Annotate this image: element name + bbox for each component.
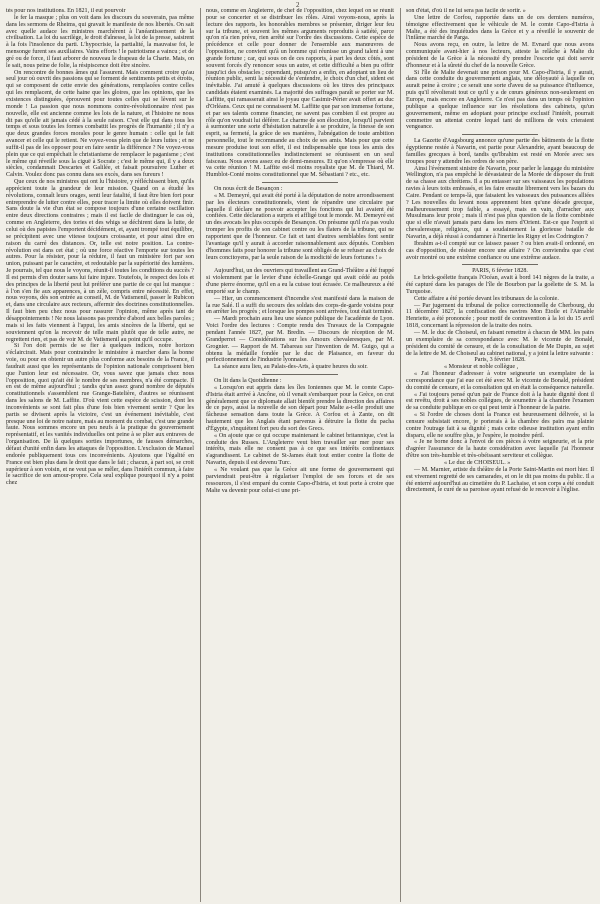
paragraph: — M. le duc de Choiseul, en faisant remettre à chacun de MM. les pairs un exemplaire de sa correspondance avec M. le vicomte de Bonald, président du comité de censure, et de la consultation de Me Dupin, au sujet de la lettre de M. de Choiseul au cabinet national, y a joint la lettre suivante : bbox=[406, 329, 594, 357]
paragraph: Ibrahim a-t-il compté sur ce laissez passer ? ou bien avait-il ordonné, en cas d'opposition, de résister encore une affaire ? On conviendra que c'est avoir montré ou une extrême confiance ou une extrême audace. bbox=[406, 240, 594, 261]
paragraph: « Ne voulant pas que la Grèce ait une forme de gouvernement qui parviendrait peut-être à régulariser l'emploi de ses forces et de ses ressources, il s'est emparé du comte Capo-d'Istria, et tout porte à croire que Malte va devenir pour celui-ci une pri- bbox=[206, 467, 394, 494]
letter-signature: « Le duc de CHOISEUL. » bbox=[444, 460, 511, 466]
column-3 bbox=[400, 8, 594, 902]
column-1 bbox=[6, 8, 194, 902]
paragraph: Si l'on doit permis de se fier à quelques indices, notre horizon s'éclaircirait. Mais pour contraindre le ministère à marcher dans la bonne voie, ou pour en obtenir un autre plus conforme aux besoins de la France, il faudrait aussi que les représentants de l'opinion nationale comprissent bien que l'union leur est nécessaire. Or, vous savez que jamais chez nous l'opposition, quoi qu'ait été le nombre de ses membres, n'a été compacte. Il en est de même aujourd'hui ; tandis qu'un assez grand nombre de députés constitutionnels s'assemblent rue Grange-Batelière, d'autres se réunissent dans les salons de M. Laffite. D'où vient cette espèce de scission, dont les inconvénients se sont fait plus d'une fois bien vivement sentir ? Que les partis se divisent après la victoire, c'est un événement inévitable, c'est presque une loi de notre nature, mais au moment du combat, c'est une grande faute. Nous sommes encore un peu neufs à la pratique du gouvernement représentatif, et les vanités individuelles ont peine à se plier aux entraves de l'organisation. De là quelques sorties importunes, de fausses démarches, défaut d'unité enfin dans les attaques de l'opposition. L'exclusion de Manuel endorée publiquement tous ces inconvénients. Ajoutons que l'égalité en France est bien plus dans le droit que dans le fait ; chacun, à part soi, se croit supérieur à son voisin, et ne veut pas se mêler, dans l'intérêt commun, à faire le sacrifice de son amour-propre. Cela seul explique pourquoi il n'y a point chez bbox=[6, 343, 194, 487]
paragraph: On nous écrit de Besançon : bbox=[214, 186, 283, 193]
paragraph: Cette affaire a été portée devant les tribunaux de la colonie. bbox=[414, 295, 559, 302]
paragraph: « M. Demeyré, qui avait été porté à la députation de notre arrondissement par les électeurs constitutionnels, vient de répandre une circulaire par laquelle il déclare ne pouvoir accepter les fonctions qui lui avaient été confiées. Cette déclaration a surpris et affligé tout le monde. M. Demeyré est un des avocats les plus occupés de Besançon. On présume qu'il n'a pas voulu tromper les profits de son cabinet contre ou les flaters de la tribune, qui ne rapportent que de l'honneur. Ce fait et tant d'autres semblables font sentir l'avantage qu'il y aurait à accorder raisonnablement aux députés. Combien d'hommes faits pour honorer la tribune sont obligés de se refuser au choix de leurs concitoyens, par la seule raison de la modicité de leurs fortunes ! » bbox=[206, 192, 394, 261]
paragraph: « On ajoute que ce qui occupe maintenant le cabinet britannique, c'est la conduite des Russes. L'Angleterre veut bien travailler sur mer pour ses intérêts, mais elle ne consent pas à ce que ses intérêts continentaux s'agrandissent. Le cabinet de St-James était tout entier contre la flotte de Navarin, depuis il est devenu Turc. bbox=[206, 432, 394, 467]
paragraph: — Hier, un commencement d'incendie s'est manifesté dans la maison de la rue Salé. Il a suffi du secours des soldats des corps-de-garde voisins pour en arrêter les progrès ; et lorsque les pompes sont arrivées, tout était terminé. bbox=[206, 295, 394, 316]
paragraph: le fer la masque ; plus on voit dans les discours du souverain, pas même dans les sermons de Rheims, qui gravait le manifeste de nos libertés. On sait avec quelle audace les ministres marchèrent à l'anéantissement de la civilisation. La loi du sacrilège, le droit d'aînesse, la loi de la presse, saisirent à la fois l'insolence du parti. L'hypocrisie, la partialité, la mauvaise foi, le mensonge furent ses auxiliaires. Vains efforts ! le patriotisme a vaincu ; et de gré ou de force, il faut arborer de nouveau le drapeau de la Charte. Mais, on le sait, nous peine de folie, la résipiscence doit être sincère. bbox=[6, 14, 194, 69]
page-number: 2 bbox=[296, 1, 300, 9]
paragraph: nous, comme en Angleterre, de chef de l'opposition, chez lequel on se réunit pour se concerter et se distribuer les rôles. Ainsi voyons-nous, après la lecture des rapports, les honorables membres se présenter, diriger leur feu sur la tribune, et souvent les mêmes arguments reproduits à satiété, parce qu'on n'a rien prévu, rien arrêté sur l'ordre des discussions. Cette espèce de précédence et celle pour donner de l'ensemble aux manœuvres de l'opposition, ne convient qu'à un homme qui réunisse un grand talent à une grande fortune ; car, qui sous on de ces rapports, à part les deux côtés, sont souvent forcés d'y renoncer sous un autre, et cette difficulté a bien pu offrir jusqu'ici des obstacles ; cependant, puisqu'on a enfin, en adoptant un lieu de réunion public, senti la nécessité de s'entendre, le choix d'un chef, sident est inévitable. J'ai amuté à quelques discussions où les titres des principaux candidats étaient examinés. La majorité des suffrages paraît se porter sur M. Laffitte, qui ramasserait ainsi le joyau que Casimir-Périer avait offert au duc d'Orléans. Ceux qui ne connaissent M. Laffitte que par son immense fortune, et par ses talents comme financier, ne savent pas combien il est propre au rôle qu'on voudrait lui déférer. Le charme de son élocution, lorsqu'il parvient à surmonter une sorte d'hésitation naturelle à se produire, la finesse de son esprit, sa fermeté, la grâce de ses manières, l'abnégation de toute ambition personnelle, tout le recommande au choix de ses amis. Mais pour que cette mesure produise tout son effet, il est indispensable que tous les amis des institutions constitutionnelles indistinctement se réunissent en un seul faisceau. Nous avons assez eu de demi-mesures. Et qu'on s'empresse où elle va cette réunion ! M. Laffite est-il moins royaliste que M. de Thiard, M. Humblot-Conté moins constitutionnel que M. Sébastiani ? etc., etc. bbox=[206, 8, 394, 179]
paragraph: On rencontre de bonnes âmes qui l'assurent. Mais comment croire qu'au seul jour où ouvrit des passions qui se forment de sentiments petits et étroits, qui se composent de cette envie des générations, remplacées contre celles qui les remplacent, de cette haine que les gloires, que les opinions, que les existences distinguées, éprouvent pour toutes celles qui se lèvent sur le monde ! La passion que nous nommons contre-révolutionnaire n'est pas nouvelle, elle est ancienne comme les lois de la nature, et l'histoire ne nous dit pas qu'elle ait jamais cédé à la seule raison. C'est elle qui dans tous les temps et sous toutes les formes combattit les progrès de l'humanité ; il n'y a que deux grandes forces morales pour le genre humain : celle qui le fait avancer et celle qui le retient. Ne voyez-vous plein que de leurs luttes ; et ne suffit-il pas de les opposer pour en faire sentir la différence ? Ne voyez-vous plein que ce qui empêchait le christianisme de remplacer le paganisme ; c'est le même qui réveille sous la ciguë à Socrate ; c'est le même qui, il y a deux siècles, condamnait Descartes et Galilée, et faisait poursuivre Luther et Calvin. Voulez donc pas connu dans ses excès, dans ses fureurs ! bbox=[6, 69, 194, 179]
section-divider bbox=[262, 182, 337, 183]
section-divider bbox=[262, 374, 337, 375]
section-divider bbox=[462, 134, 537, 135]
paragraph: Aujourd'hui, un des ouvriers qui travaillent au Grand-Théâtre a été frappé si violemment par le levier d'une échelle-Grange qui avait cédé au poids d'une pierre énorme, qu'il en a eu la cuisse tout écrasée. Ce malheureux a été emporté sur le champ. bbox=[206, 268, 394, 295]
letter-dateline: Paris, 3 février 1828. bbox=[474, 357, 526, 364]
column-2 bbox=[200, 8, 394, 902]
paragraph: — Mardi prochain aura lieu une séance publique de l'académie de Lyon. Voici l'ordre des lectures : Compte rendu des Travaux de la Compagnie pendant l'année 1827, par M. Bredin. — Discours de réception de M. Grandperret — Considérations sur les Amours chevaleresques, par M. Grognier. — Rapport de M. Tabareau sur l'invention de M. Guigo, qui a obtenu la médaille fondée par le duc de Plaisance, en faveur du perfectionnement de l'industrie lyonnaise. bbox=[206, 316, 394, 364]
paragraph: « Je ne borne donc à l'envoi de ces pièces à votre seigneurie, et la prie d'agréer l'assurance de la haute considération avec laquelle j'ai l'honneur d'être son très-humble et très-obéissant serviteur et collègue. bbox=[406, 439, 594, 460]
letter-salutation: « Monsieur et noble collègue , bbox=[444, 364, 519, 371]
paragraph: Nous avons reçu, en outre, la lettre de M. Evnard que nous avons communiquée avant-hier à nos lecteurs, atteste la relâche à Malte du président de la Grèce à la nécessité d'y prendre l'escorte qui doit servir d'honneur et à la sûreté du chef de la nouvelle Grèce. bbox=[406, 42, 594, 69]
paragraph: — Par jugement du tribunal de police correctionnelle de Cherbourg, du 11 décembre 1827, la confiscation des navires Mon Étoile et l'Aimable Henriette, a été prononcée ; pour motif de contravention à la loi du 15 avril 1818, concernant la répression de la traite des noirs. bbox=[406, 302, 594, 330]
section-divider bbox=[462, 264, 537, 265]
paragraph: La séance aura lieu, au Palais-des-Arts, à quatre heures du soir. bbox=[214, 364, 368, 371]
paragraph: « J'ai toujours pensé qu'un pair de France doit à la haute dignité dont il est revêtu, droit à ses nobles collègues, de soumettre à la chambre l'examen de sa conduite publique en ce qui peut tenir à l'honneur de la pairie. bbox=[406, 391, 594, 412]
article-columns bbox=[6, 8, 594, 902]
paragraph: La Gazette d'Augsbourg annonce qu'une partie des bâtiments de la flotte égyptienne restée à Navarin, est partie pour Alexandrie, ayant beaucoup de familles grecques à bord, tandis qu'Ibrahim est resté en Morée avec ses troupes pour y attendre les ordres de son père. bbox=[406, 138, 594, 165]
paragraph: Une lettre de Corfou, rapportée dans un de ces derniers numéros, témoigne effectivement que le véhicule de M. le comte Capo-d'Istria à Malte, a été des inquiétudes dans la Grèce et y a réveillé le souvenir de l'infâme marché de Parga. bbox=[406, 14, 594, 42]
paragraph: — M. Marnier, artiste du théâtre de la Porte Saint-Martin est mort hier. Il est vivement regretté de ses camarades, et on le dit pas moins du public. Il a été enterré aujourd'hui au cimetière du P. Lachaise, et son corps a été conduit directement, le curé de sa paroisse ayant refusé de le recevoir à l'église. bbox=[406, 466, 594, 494]
paragraph: son d'état, d'où il ne lui sera pas facile de sortir. » bbox=[406, 8, 526, 14]
paragraph: Ainsi l'événement sinistre de Navarin, pour parler le langage du ministère Wellington, n'a pas empêché le dévastateur de la Morée de disposer du fruit de sa chasse aux chrétiens. Il a pu entasser sur ses vaisseaux les populations ravies à leurs toits embrasés, et les faire ensuite librement vers les bazars du Caire. Pendant ce temps-là, que faisaient les vaisseaux des puissances alliées ? Les nouvelles du levant nous apprennent bien qu'une décade grecque, malheureusement trop faible, a essayé, mais en vain, d'arracher aux Musulmans leur proie ; mais il n'est pas plus question de la flotte combinée que si elle n'avait jamais paru dans les mers d'Orient. Est-ce que l'esprit si chevaleresque, religieux, qui a soudainement la glorieuse bataille de Navarin, a déjà réussi à condamner à l'inertie les Rigny et les Codrington ? bbox=[406, 165, 594, 240]
paragraph: « Si l'ordre de choses dont la France est heureusement délivrée, si la censure subsistait encore, je porterais à la chambre des pairs ma plainte contre l'outrage fait à sa dignité ; mais cette odieuse institution ayant enfin disparu, elle ne souffre plus, je l'espère, le moindre péril. bbox=[406, 412, 594, 439]
paragraph: tés pour nos institutions. En 1821, il eut pourvoir bbox=[6, 8, 126, 14]
paragraph: « J'ai l'honneur d'adresser à votre seigneurie un exemplaire de la correspondance que j'ai eue cet été avec M. le vicomte de Bonald, président du comité de censure, et la consultation qui en était la conséquence naturelle. bbox=[406, 371, 594, 391]
paragraph: Si l'île de Malte devenait une prison pour M. Capo-d'Istria, il y aurait, dans cette conduite du gouvernement anglais, une déloyauté à laquelle on aurait peine à croire ; ce serait une sorte d'aveu de sa puissance d'influence, puis qu'il révolterait tout ce qu'il y a de cœurs généreux non-seulement en Europe, mais encore en Angleterre. Ce n'est pas dans un temps où l'opinion publique a quelque influence sur les résolutions des cabinets, qu'un gouvernement, même en adoptant pour principe exclusif l'intérêt, pourrait commettre un attentat contre lequel tant de millions de voix crieraient vengeance. bbox=[406, 69, 594, 131]
dateline: PARIS, 6 février 1828. bbox=[472, 268, 528, 275]
section-divider bbox=[262, 264, 337, 265]
paragraph: Le brick-goélette français l'Océan, avait à bord 141 nègres de la traite, a été capturé dans les parages de l'île de Bourbon par la goélette de S. M. la Turquoise. bbox=[406, 275, 594, 295]
paragraph: On lit dans la Quotidienne : bbox=[214, 378, 282, 385]
paragraph: « Lorsqu'on eut appris dans les îles Ioniennes que M. le comte Capo-d'Istria était arrivé à Ancône, où il venait s'embarquer pour la Grèce, on crut généralement que ce diplomate allait bientôt prendre la direction des affaires de ce pays, aussi la nouvelle de son départ pour Malte a-t-elle produit une fâcheuse sensation dans toute la Grèce. A Corfou et à Zante, on dit hautement que les Anglais étant parvenus à détruire la flotte du pacha d'Égypte, s'inquiètent fort peu du sort des Grecs. bbox=[206, 384, 394, 432]
paragraph: Que ceux de nos ministres qui ont lu l'histoire, y réfléchissent bien, qu'ils apprécient toute la grandeur de leur mission. Quand on a étudié les révolutions, connaît leurs orages, senti leur fatalité, il faut être bien fort pour entreprendre de lutter contre elles, pour tracer la limite où elles doivent finir. Sans doute la vie d'un état se compose toujours d'une certaine oscillation entre deux directions contraires ; mais il est facile de distinguer le cas où, comme en Angleterre, des tories et des whigs se déchirent dans la lutte, de celui où des papistes l'emportent décidément, et, ayant trompé tout équilibre, se précipitent avec une vitesse toujours croissante, et pour ainsi dire en raison du carré des distances. Or, telle est notre position. La contre-révolution est dans cet état ; où une force réactive l'emporte sur toutes les autres. Pour la résister, pour la réduire, il faut un ministère fort par son union, puissant par le caractère, et redoutable par la supériorité des lumières. Je pourrais, tel que nous le voyons, réunit-il toutes les conditions du succès ? Il est permis d'en douter sans lui faire injure. Toutefois, le respect des lois et des principes de la liberté peut lui préférer une partie de ce qui lui manque : à l'on s'en fie aux apparences, à un zèle, compris entre nécessité. En effet, nous voyons, dès son entrée au conseil, M. de Vatismenil, passer le Rubicon et, dans une circulaire aux recteurs, affermir des doctrines constitutionnelles. Il faut bien peu chez nous pour rassurer l'opinion, même après tant de désappointements ! Ne nous laissons pas prendre d'abord aux belles paroles ; mais si les faits viennent à l'appui, les amis sincères de la liberté, qui se souviennent qu'on la recevoir de telle main plutôt que de telle autre, ne regrettent rien, et pas de voir M. de Vatismenil au point qu'il occupe. bbox=[6, 179, 194, 343]
